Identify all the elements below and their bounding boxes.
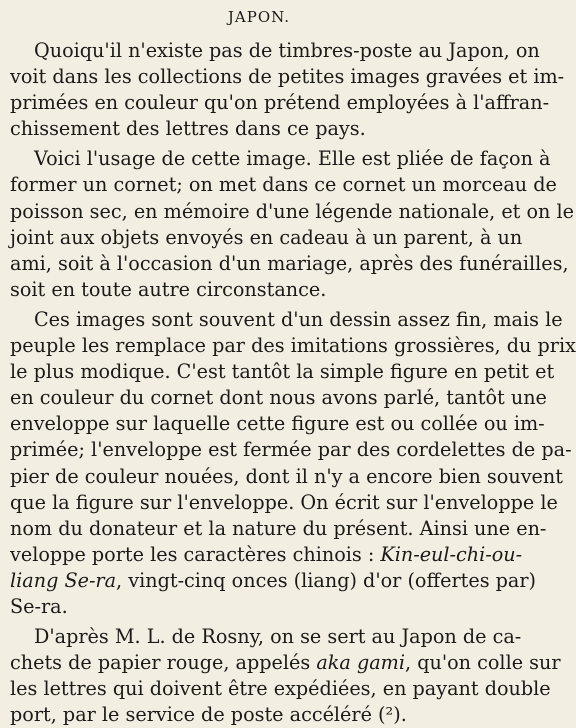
text-run: veloppe porte les caractères chinois : <box>10 542 381 566</box>
text-line: Quoiqu'il n'existe pas de timbres-poste au Japon, on <box>34 39 540 62</box>
text-line: primées en couleur qu'on prétend employées à l'affran- <box>10 91 550 115</box>
text-line <box>10 568 537 594</box>
text-run: , qu'on colle sur <box>405 651 561 675</box>
text-line: peuple les remplace par des imitations grossières, du prix <box>10 334 576 358</box>
italic-term: liang Se-ra <box>10 568 117 592</box>
text-line: Se-ra. <box>10 594 68 618</box>
text-line: poisson sec, en mémoire d'une légende nationale, et on le <box>10 199 574 223</box>
text-line: soit en toute autre circonstance. <box>10 277 327 301</box>
paragraph-2 <box>10 146 574 303</box>
text-line: chissement des lettres dans ce pays. <box>10 117 366 141</box>
text-line: les lettres qui doivent être expédiées, en payant double <box>10 677 551 701</box>
paragraph-4 <box>10 624 561 728</box>
italic-term: Kin-eul-chi-ou- <box>380 542 523 566</box>
italic-term: aka gami <box>316 651 406 675</box>
text-line: voit dans les collections de petites images gravées et im- <box>10 65 565 89</box>
paragraph-1 <box>10 38 565 142</box>
text-line: Voici l'usage de cette image. Elle est pliée de façon à <box>34 147 551 171</box>
text-line: D'après M. L. de Rosny, on se sert au Japon de ca- <box>34 625 522 649</box>
text-line: que la figure sur l'enveloppe. On écrit sur l'enveloppe le <box>10 490 558 514</box>
text-line: former un cornet; on met dans ce cornet un morceau de <box>10 173 557 197</box>
text-run: , vingt-cinq onces (liang) d'or (offertes par) <box>116 568 537 592</box>
text-line: joint aux objets envoyés en cadeau à un parent, à un <box>10 225 523 249</box>
text-line <box>10 650 561 676</box>
text-line: enveloppe sur laquelle cette figure est ou collée ou im- <box>10 412 545 436</box>
text-line: nom du donateur et la nature du présent. Ainsi une en- <box>10 516 547 540</box>
text-line: le plus modique. C'est tantôt la simple figure en petit et <box>10 360 555 384</box>
text-line: en couleur du cornet dont nous avons parlé, tantôt une <box>10 386 547 410</box>
paragraph-3 <box>10 307 576 620</box>
text-line: ami, soit à l'occasion d'un mariage, après des funérailles, <box>10 251 569 275</box>
text-run: chets de papier rouge, appelés <box>10 651 317 675</box>
running-header: JAPON. <box>227 8 291 26</box>
text-line: primée; l'enveloppe est fermée par des cordelettes de pa- <box>10 438 572 462</box>
text-line: Ces images sont souvent d'un dessin assez fin, mais le <box>34 307 563 331</box>
text-line <box>10 542 523 568</box>
text-line: pier de couleur nouées, dont il n'y a encore bien souvent <box>10 464 563 488</box>
text-line: port, par le service de poste accéléré (²). <box>10 703 407 727</box>
